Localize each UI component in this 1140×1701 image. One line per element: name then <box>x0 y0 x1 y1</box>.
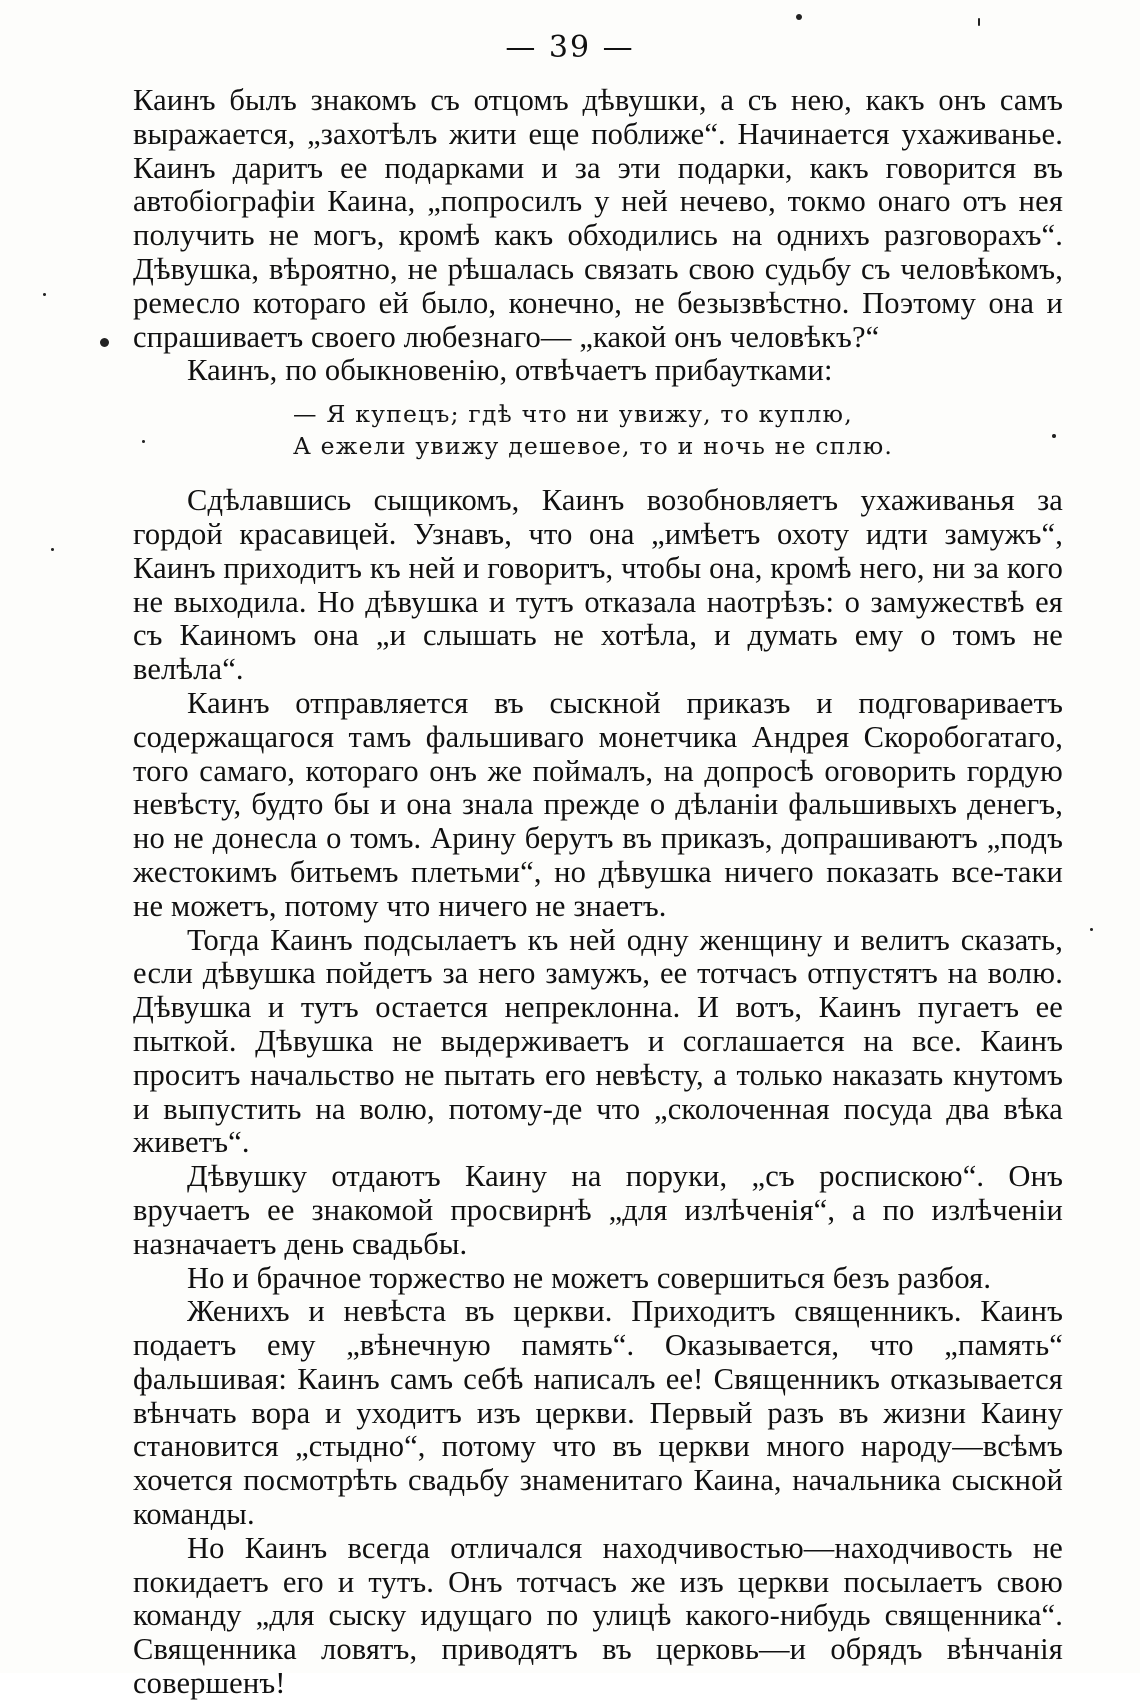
paragraph: Каинъ былъ знакомъ съ отцомъ дѣвушки, а съ нею, какъ онъ самъ выражается, „захотѣлъ жити еще поближе“. Начинается ухаживанье. Каинъ даритъ ее подарками и за эти подарки, какъ говорится въ автобіографіи Каина, „попросилъ у ней нечево, токмо онаго отъ нея получить не могъ, кромѣ какъ обходились на однихъ разговорахъ“. Дѣвушка, вѣроятно, не рѣшалась связать свою судьбу съ человѣкомъ, ремесло котораго ей было, конечно, не безызвѣстно. Поэтому она и спрашиваетъ своего любезнаго— „какой онъ человѣкъ?“ <box>133 83 1063 354</box>
verse-line: — Я купецъ; гдѣ что ни увижу, то куплю, <box>293 400 853 429</box>
paragraph: Женихъ и невѣста въ церкви. Приходитъ священникъ. Каинъ подаетъ ему „вѣнечную память“. Оказывается, что „память“ фальшивая: Каинъ самъ себѣ написалъ ее! Священникъ отказывается вѣнчать вора и уходитъ изъ церкви. Первый разъ въ жизни Каину становится „стыдно“, потому что въ церкви много народу—всѣмъ хочется посмотрѣть свадьбу знаменитаго Каина, начальника сыскной команды. <box>133 1294 1063 1532</box>
paragraph: Тогда Каинъ подсылаетъ къ ней одну женщину и велитъ сказать, если дѣвушка пойдетъ за него замужъ, ее тотчасъ отпустятъ на волю. Дѣвушка и тутъ остается непреклонна. И вотъ, Каинъ пугаетъ ее пыткой. Дѣвушка не выдерживаетъ и соглашается на все. Каинъ проситъ начальство не пытать его невѣсту, а только наказать кнутомъ и выпустить на волю, потому-де что „сколоченная посуда два вѣка живетъ“. <box>133 922 1063 1160</box>
paragraph: Но и брачное торжество не можетъ совершиться безъ разбоя. <box>187 1260 992 1295</box>
ink-speck <box>51 548 54 551</box>
paragraph: Но Каинъ всегда отличался находчивостью—находчивость не покидаетъ его и тутъ. Онъ тотчасъ же изъ церкви посылаетъ свою команду „для сыску идущаго по улицѣ какого-нибудь священника“. Священника ловятъ, приводятъ въ церковь—и обрядъ вѣнчанія совершенъ! <box>133 1530 1063 1701</box>
ink-speck <box>796 14 802 20</box>
ink-speck <box>978 18 980 26</box>
ink-speck <box>100 338 109 347</box>
body-text <box>133 84 1063 1701</box>
paragraph: Каинъ, по обыкновенію, отвѣчаетъ прибаутками: <box>187 353 833 388</box>
ink-speck <box>43 293 46 296</box>
paragraph: Сдѣлавшись сыщикомъ, Каинъ возобновляетъ ухаживанья за гордой красавицей. Узнавъ, что она „имѣетъ охоту идти замужъ“, Каинъ приходитъ къ ней и говоритъ, чтобы она, кромѣ него, ни за кого не выходила. Но дѣвушка и тутъ отказала наотрѣзъ: о замужествѣ ея съ Каиномъ она „и слышать не хотѣла, и думать ему о томъ не велѣла“. <box>133 483 1063 687</box>
page-number: — 39 — <box>505 30 635 65</box>
ink-speck <box>1090 928 1093 931</box>
verse-quote <box>133 398 1063 462</box>
paragraph: Каинъ отправляется въ сыскной приказъ и подговариваетъ содержащагося тамъ фальшиваго монетчика Андрея Скоробогатаго, того самаго, котораго онъ же поймалъ, на допросѣ оговорить гордую невѣсту, будто бы и она знала прежде о дѣланіи фальшивыхъ денегъ, но не донесла о томъ. Арину берутъ въ приказъ, допрашиваютъ „подъ жестокимъ битьемъ плетьми“, но дѣвушка ничего показать все-таки не можетъ, потому что ничего не знаетъ. <box>133 685 1063 923</box>
verse-line: А ежели увижу дешевое, то и ночь не сплю. <box>293 432 894 461</box>
paragraph: Дѣвушку отдаютъ Каину на поруки, „съ роспискою“. Онъ вручаетъ ее знакомой просвирнѣ „для излѣченія“, а по излѣченіи назначаетъ день свадьбы. <box>133 1159 1063 1261</box>
